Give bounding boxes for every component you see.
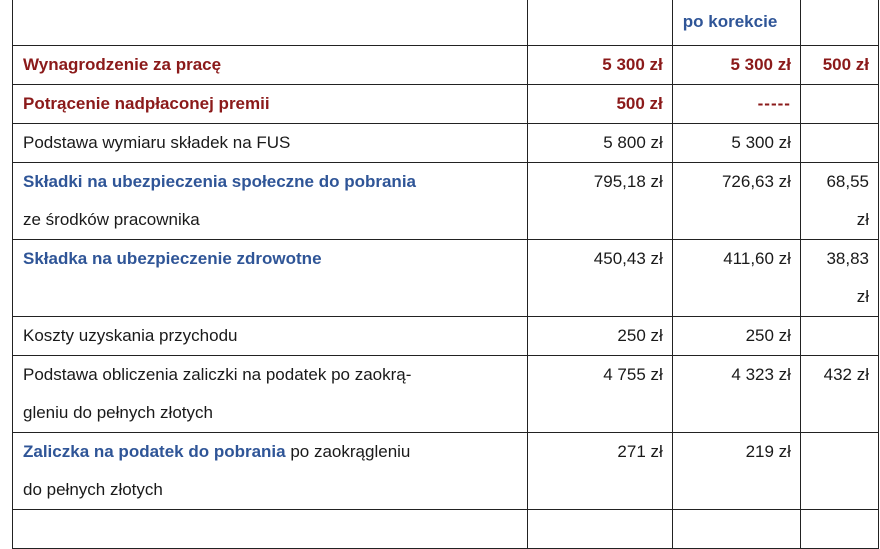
- row-label: Składka na ubezpieczenie zdrowotne: [13, 240, 528, 317]
- row-label: Składki na ubezpieczenia społeczne do pobrania: [23, 172, 416, 191]
- value-difference: [800, 433, 878, 510]
- value-before: 5 300 zł: [527, 46, 672, 85]
- row-label-cell: [13, 433, 528, 510]
- value-difference: 500 zł: [800, 46, 878, 85]
- value-difference: [800, 85, 878, 124]
- value-difference: [800, 124, 878, 163]
- table-row: [13, 317, 879, 356]
- table-header-row: [13, 0, 879, 46]
- row-label: Podstawa obliczenia zaliczki na podatek po zaokrą-: [23, 365, 412, 384]
- payroll-correction-table: [12, 0, 879, 549]
- value-difference: 432 zł: [800, 356, 878, 433]
- table-row: [13, 46, 879, 85]
- value-after: 726,63 zł: [672, 163, 800, 240]
- value-before: 450,43 zł: [527, 240, 672, 317]
- header-cell-after-correction: po korekcie: [672, 0, 800, 46]
- value-after: 5 300 zł: [672, 46, 800, 85]
- row-label: [13, 510, 528, 549]
- value-difference: [800, 317, 878, 356]
- table-row: [13, 433, 879, 510]
- table-row: [13, 124, 879, 163]
- row-label: Podstawa wymiaru składek na FUS: [13, 124, 528, 163]
- row-label: Potrącenie nadpłaconej premii: [13, 85, 528, 124]
- row-label-continuation: do pełnych złotych: [23, 480, 163, 499]
- header-cell-difference: [800, 0, 878, 46]
- table-row: [13, 240, 879, 317]
- row-label-cell: [13, 356, 528, 433]
- value-before: [527, 510, 672, 549]
- table-row: [13, 163, 879, 240]
- header-cell-label: [13, 0, 528, 46]
- row-label: Wynagrodzenie za pracę: [13, 46, 528, 85]
- value-after: 219 zł: [672, 433, 800, 510]
- value-before: 4 755 zł: [527, 356, 672, 433]
- value-difference: [800, 510, 878, 549]
- value-before: 5 800 zł: [527, 124, 672, 163]
- row-label: Koszty uzyskania przychodu: [13, 317, 528, 356]
- table-row: [13, 356, 879, 433]
- row-label-continuation: gleniu do pełnych złotych: [23, 403, 213, 422]
- value-before: 500 zł: [527, 85, 672, 124]
- value-before: 271 zł: [527, 433, 672, 510]
- value-after: 250 zł: [672, 317, 800, 356]
- row-label-mid: po zaokrągleniu: [285, 442, 411, 461]
- value-after: 5 300 zł: [672, 124, 800, 163]
- row-label-continuation: ze środków pracownika: [23, 210, 200, 229]
- value-before: 250 zł: [527, 317, 672, 356]
- value-difference: 68,55 zł: [800, 163, 878, 240]
- row-label: Zaliczka na podatek do pobrania: [23, 442, 286, 461]
- value-after: [672, 510, 800, 549]
- value-after: 411,60 zł: [672, 240, 800, 317]
- value-after: -----: [672, 85, 800, 124]
- value-before: 795,18 zł: [527, 163, 672, 240]
- table-row-cut-off: [13, 510, 879, 549]
- value-after: 4 323 zł: [672, 356, 800, 433]
- header-cell-before: [527, 0, 672, 46]
- row-label-cell: [13, 163, 528, 240]
- value-difference: 38,83 zł: [800, 240, 878, 317]
- table-row: [13, 85, 879, 124]
